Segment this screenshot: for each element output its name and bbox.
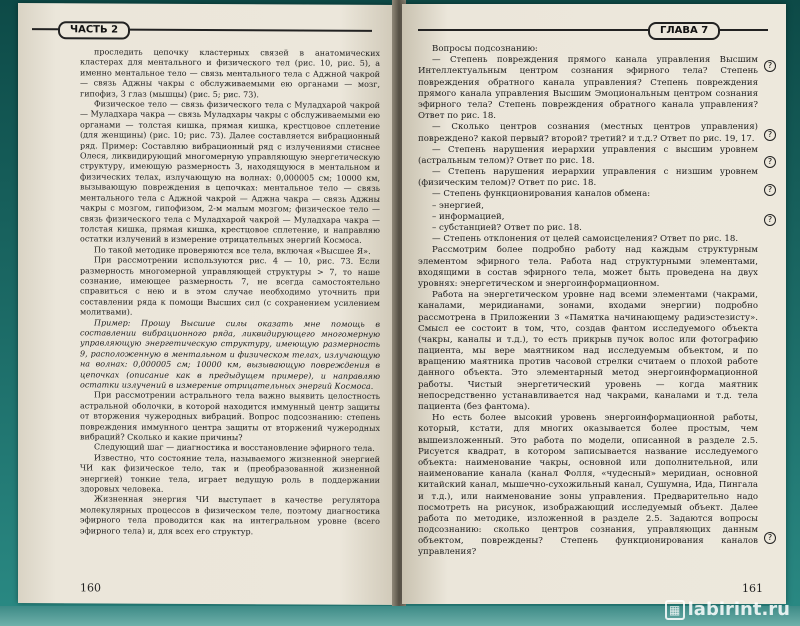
paragraph: По такой методике проверяются все тела, включая «Высшее Я». — [94, 245, 371, 256]
paragraph: — Степень функционирования каналов обмена: — [432, 189, 651, 200]
labirint-logo-icon: ▦ — [665, 600, 685, 620]
left-text-block — [80, 47, 380, 538]
paragraph: Следующий шаг — диагностика и восстановление эфирного тела. — [94, 442, 375, 454]
paragraph: Жизненная энергия ЧИ выступает в качестве регулятора молекулярных процессов в физическом теле, поэтому диагностика эфирного тела проводится как на интегральном уровне (всего эфирного тела) и, для всех его структур. — [80, 494, 380, 536]
open-book — [18, 0, 788, 612]
watermark — [665, 599, 790, 620]
paragraph: Пример: Прошу Высшие силы оказать мне помощь в составлении вибрационного ряда, ликвидирующего многомерную управляющую энергетическую структуру, имеющую размерность 9, расположенную в ментальном и физическом телах, излучающую на волнах: 0,000005 см; 10000 км, вызывающую повреждения в цепочках (описание как в предыдущем примере), и направляю остатки излучений в измерение отрицательных энергий Космоса. — [80, 317, 380, 391]
question-icon: ? — [764, 60, 776, 72]
paragraph: Работа на энергетическом уровне над всеми элементами (чакрами, каналами, меридианами, зонами, входами энергии) подробно рассмотрена в Приложении 3 «Памятка начинающему радиэстезисту». Смысл ее состоит в том, что, создав фантом исследуемого объекта (чакры, каналы и т.д.), то есть прикрыв пучок волос или фотографию пациента, мы вере маятником над исследуемым объектом, и по вращению маятника против часовой стрелки считаем о плохой работе данного объекта. Это элементарный метод энергоинформационной работы. Чистый энергетический уровень — когда маятник непосредственно устанавливается над чакрами, каналами и т.д. тела пациента (без фантома). — [418, 290, 758, 412]
question-icon: ? — [764, 156, 776, 168]
paragraph: Но есть более высокий уровень энергоинформационной работы, который, кстати, для многих оказывается более простым, чем вышеизложенный. Это работа по модели, описанной в разделе 2.5. Рисуется квадрат, в котором записывается название исследуемого объекта: наименование чакры, основной или дополнительной, или наименование канала (канал Фолля, «чудесный» меридиан, основной китайский канал, мышечно-сухожильный канал, Сушумна, Ида, Пингала и т.д.), или наименование зоны управления. Предварительно надо посмотреть на рисунок, изображающий исследуемый объект. Далее работа по методике, изложенной в разделе 2.5. Задаются вопросы подсознанию: сколько центров сознания, управляющих данным объектом, повреждены? Степень функционирования каналов управления? — [418, 413, 758, 558]
question-icon: ? — [764, 184, 776, 196]
question-icon: ? — [764, 214, 776, 226]
paragraph: – информацией, — [432, 211, 505, 222]
left-page — [18, 3, 396, 605]
left-header-tab: ЧАСТЬ 2 — [58, 21, 130, 39]
paragraph: — Сколько центров сознания (местных центров управления) повреждено? какой первый? второй? третий? и т.д.? Ответ по рис. 19, 17. — [418, 122, 758, 144]
paragraph: – энергией, — [432, 200, 484, 211]
paragraph: При рассмотрении астрального тела важно выявить целостность астральной оболочки, в которой находится иммунный центр защиты от вторжения чужеродных вибраций. Вопрос подсознанию: степень повреждения иммунного центра защиты от вторжений чужеродных вибраций? Сколько и какие причины? — [80, 390, 380, 443]
paragraph: Рассмотрим более подробно работу над каждым структурным элементом эфирного тела. Работа над структурными элементами, входящими в состав эфирного тела, может быть проведена на двух уровнях: энергетическом и энергоинформационном. — [418, 245, 758, 289]
right-text-block — [418, 44, 758, 559]
question-icon: ? — [764, 532, 776, 544]
paragraph: Физическое тело — связь физического тела с Муладхарой чакрой — Муладхара чакра — связь Муладхары чакры с обслуживаемыми ею органами — толстая кишка, прямая кишка, крестцовое сплетение (для женщины) (рис. 10; рис. 73). Далее составляется вибрационный ряд. Пример: Составляю вибрационный ряд с излучениями стиснее Олеся, ликвидирующий многомерную управляющую энергетическую структуру, имеющую размерность 3, находящуюся в ментальном и физических телах, излучающую на волнах: 0,000005 см; 10000 км, вызывающую повреждения в цепочках: ментальное тело — связь ментального тела с Аджной чакрой — Аджна чакра — связь Аджны чакры с мозгом, гипофизом, 2-м малым мозгом; физическое тело — связь физического тела с Муладхарой чакрой — Муладхара чакра — толстая кишка, прямая кишка, крестцовое сплетение, и направляю остатки излучений в измерение отрицательных энергий Космоса. — [80, 99, 380, 246]
paragraph: проследить цепочку кластерных связей в анатомических кластерах для ментального и физического тел (рис. 10, рис. 5), а именно ментальное тело — связь ментального тела с Аджной чакрой — связь Аджны чакры с обслуживаемыми ею органами — мозг, гипофиз, 3 глаз (мышцы) (рис. 5; рис. 73). — [80, 47, 380, 99]
paragraph: При рассмотрении используются рис. 4 — 10, рис. 73. Если размерность многомерной управляющей структуры > 7, то наше сознание, имеющее размерность 7, не всегда самостоятельно справиться с нею и в этом случае необходимо уточнить при составлении ряда к помощи Высших сил (с сохранением усилением молитвами). — [80, 255, 380, 317]
right-page — [402, 4, 786, 604]
left-page-number: 160 — [80, 581, 101, 595]
watermark-text: labirint.ru — [687, 599, 790, 620]
question-icon: ? — [764, 129, 776, 141]
paragraph: — Степень отклонения от целей самоисцеления? Ответ по рис. 18. — [432, 234, 739, 245]
paragraph: — Степень повреждения прямого канала управления Высшим Интеллектуальным центром сознания эфирного тела? Степень повреждения обратного канала управления? Степень повреждения прямого канала управления Высшим Эмоциональным центром сознания эфирного тела? Степень повреждения обратного канала управления? Ответ по рис. 18. — [418, 55, 758, 122]
right-header-tab: ГЛАВА 7 — [648, 22, 720, 40]
paragraph: — Степень нарушения иерархии управления с высшим уровнем (астральным телом)? Ответ по рис. 18. — [418, 144, 758, 166]
paragraph: – субстанцией? Ответ по рис. 18. — [432, 223, 582, 233]
paragraph: — Степень нарушения иерархии управления с низшим уровнем (физическим телом)? Ответ по рис. 18. — [418, 167, 758, 189]
paragraph: Известно, что состояние тела, называемого жизненной энергией ЧИ как физическое тело, так и (преобразованной жизненной энергией) тонкие тела, играет ведущую роль в поддержании здоровых человека. — [80, 453, 380, 494]
paragraph: Вопросы подсознанию: — [432, 44, 538, 54]
right-page-number: 161 — [742, 582, 763, 595]
